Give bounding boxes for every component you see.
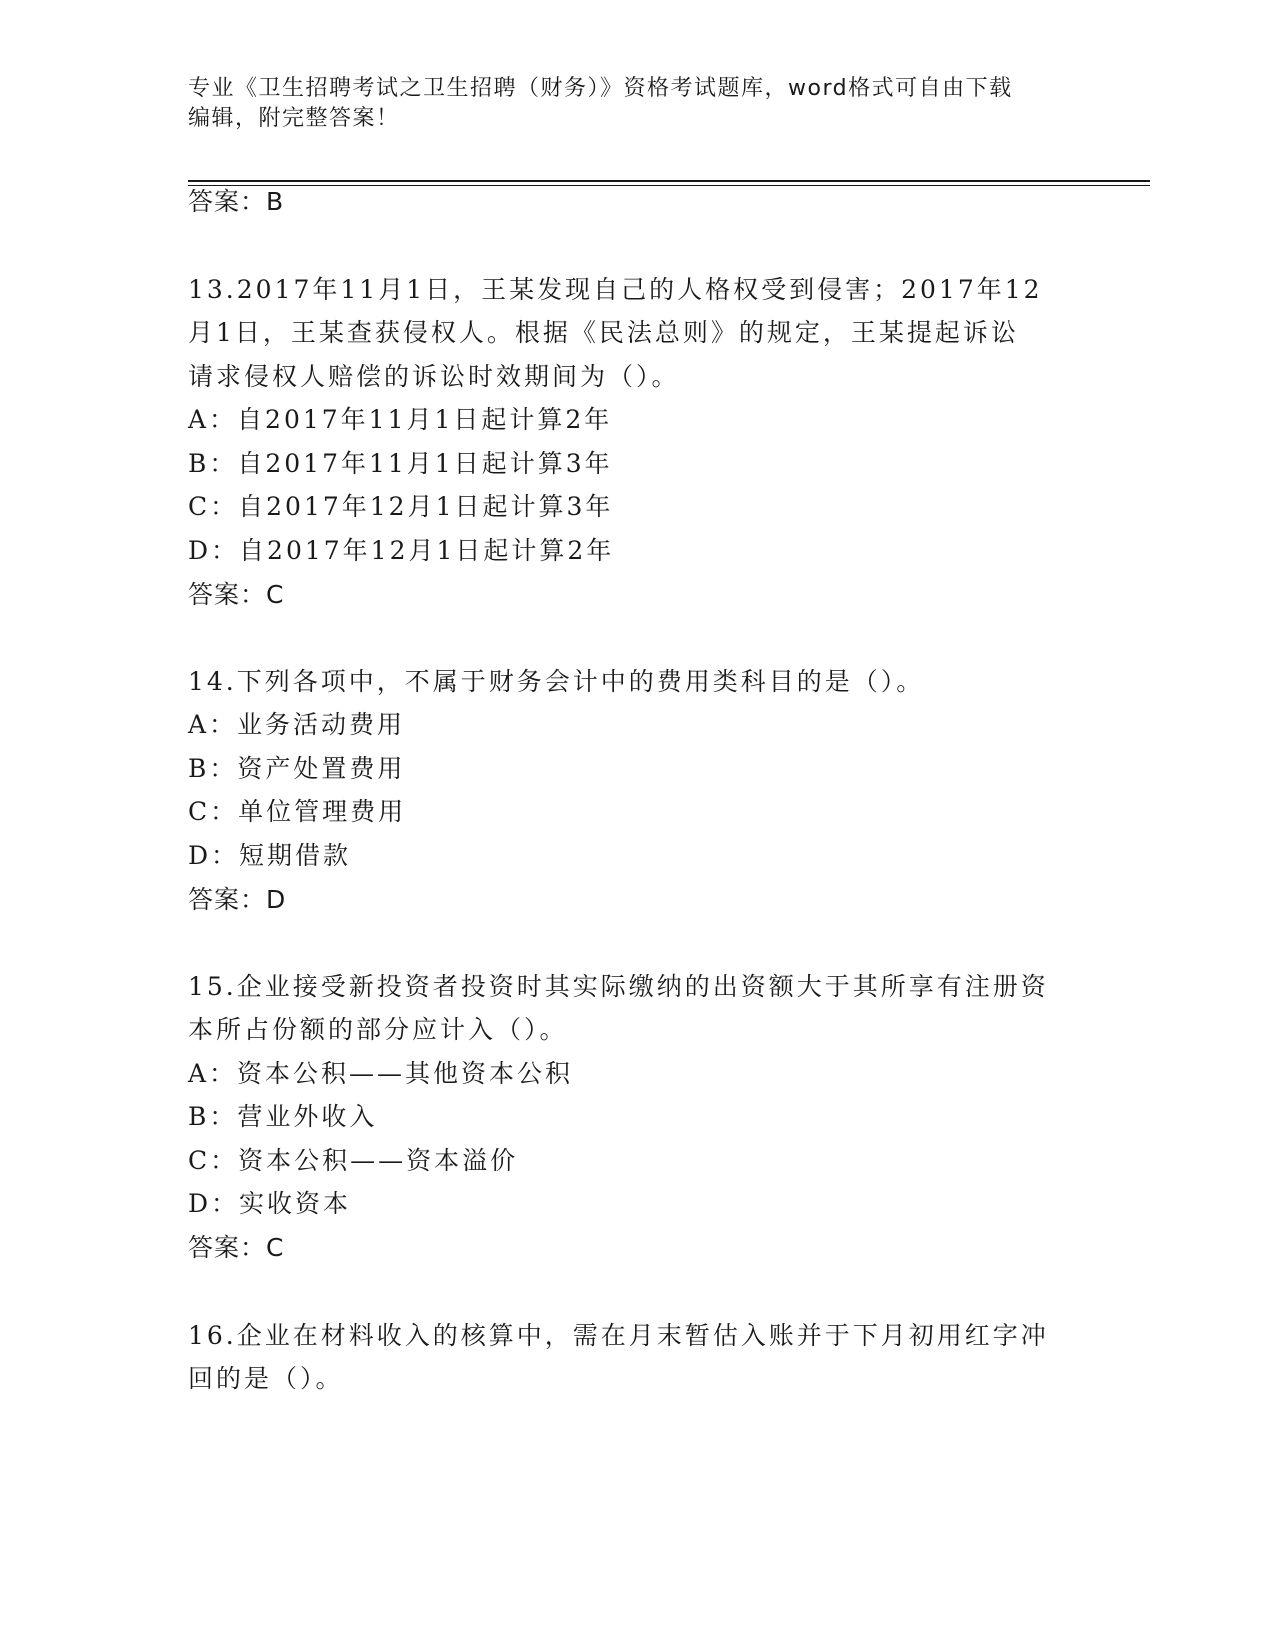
question-13-line-2: 月1日，王某查获侵权人。根据《民法总则》的规定，王某提起诉讼 bbox=[188, 318, 1019, 347]
question-15-line-1: 15.企业接受新投资者投资时其实际缴纳的出资额大于其所享有注册资 bbox=[188, 972, 1049, 1001]
question-14-option-b: B：资产处置费用 bbox=[188, 754, 406, 783]
question-13-option-b: B：自2017年11月1日起计算3年 bbox=[188, 449, 613, 478]
question-15-answer: 答案：C bbox=[188, 1233, 285, 1262]
question-13-option-a: A：自2017年11月1日起计算2年 bbox=[188, 405, 613, 434]
question-16-line-1: 16.企业在材料收入的核算中，需在月末暂估入账并于下月初用红字冲 bbox=[188, 1321, 1049, 1350]
question-13-option-d: D：自2017年12月1日起计算2年 bbox=[188, 536, 615, 565]
question-13-answer: 答案：C bbox=[188, 580, 285, 609]
header-line-2: 编辑，附完整答案！ bbox=[188, 106, 400, 131]
question-13-line-3: 请求侵权人赔偿的诉讼时效期间为（）。 bbox=[188, 362, 680, 391]
question-14-option-a: A：业务活动费用 bbox=[188, 710, 406, 739]
question-14-option-c: C：单位管理费用 bbox=[188, 797, 407, 826]
question-14-option-d: D：短期借款 bbox=[188, 841, 352, 870]
question-13-option-c: C：自2017年12月1日起计算3年 bbox=[188, 492, 614, 521]
header-divider-thin bbox=[188, 185, 1150, 186]
question-15-line-2: 本所占份额的部分应计入（）。 bbox=[188, 1015, 568, 1044]
question-15-option-c: C：资本公积——资本溢价 bbox=[188, 1146, 519, 1175]
document-header bbox=[188, 74, 1088, 134]
question-15-option-a: A：资本公积——其他资本公积 bbox=[188, 1059, 574, 1088]
header-divider-thick bbox=[188, 180, 1150, 182]
question-14-answer: 答案：D bbox=[188, 885, 287, 914]
question-15-option-b: B：营业外收入 bbox=[188, 1102, 378, 1131]
question-14-line-1: 14.下列各项中，不属于财务会计中的费用类科目的是（）。 bbox=[188, 667, 925, 696]
question-13-line-1: 13.2017年11月1日，王某发现自己的人格权受到侵害；2017年12 bbox=[188, 275, 1043, 304]
question-15-option-d: D：实收资本 bbox=[188, 1189, 352, 1218]
previous-answer: 答案：B bbox=[188, 187, 285, 216]
header-line-1: 专业《卫生招聘考试之卫生招聘（财务）》资格考试题库，word格式可自由下载 bbox=[188, 76, 1013, 101]
question-16-line-2: 回的是（）。 bbox=[188, 1364, 344, 1393]
